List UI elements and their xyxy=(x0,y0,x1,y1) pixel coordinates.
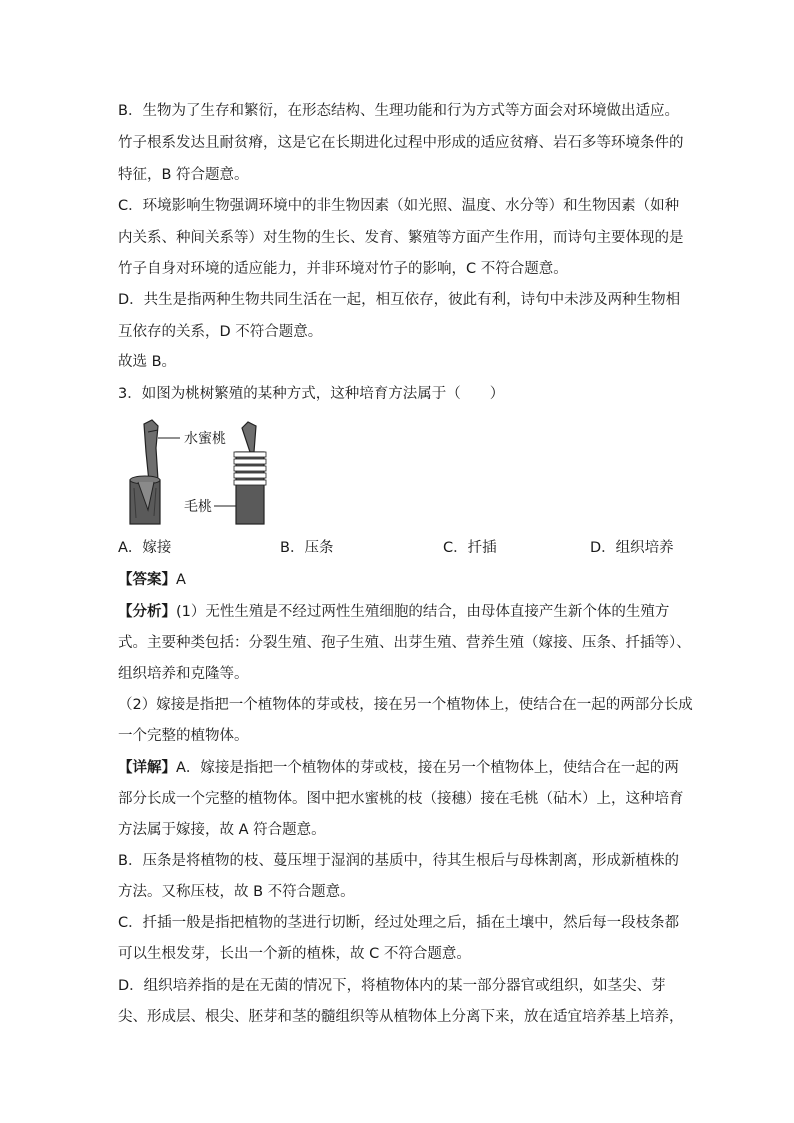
analysis-text: (1）无性生殖是不经过两性生殖细胞的结合，由母体直接产生新个体的生殖方 xyxy=(176,604,670,620)
text-line xyxy=(118,758,679,778)
text-line: B．压条是将植物的枝、蔓压埋于湿润的基质中，待其生根后与母株割离，形成新植株的 xyxy=(118,853,679,869)
text-line: 竹子自身对环境的适应能力，并非环境对竹子的影响，C 不符合题意。 xyxy=(118,261,568,277)
label-rootstock: 毛桃 xyxy=(184,499,212,515)
option-a: A．嫁接 xyxy=(118,540,172,556)
text-line: B．生物为了生存和繁衍，在形态结构、生理功能和行为方式等方面会对环境做出适应。 xyxy=(118,103,679,119)
text-line: 组织培养和克隆等。 xyxy=(118,666,249,682)
grafting-figure xyxy=(118,418,298,530)
answer-tag: 【答案】 xyxy=(118,572,176,588)
detail-text: A．嫁接是指把一个植物体的芽或枝，接在另一个植物体上，使结合在一起的两 xyxy=(176,760,679,776)
text-line: 一个完整的植物体。 xyxy=(118,728,249,744)
text-line: 可以生根发芽，长出一个新的植株，故 C 不符合题意。 xyxy=(118,946,471,962)
detail-tag: 【详解】 xyxy=(118,760,176,776)
text-line xyxy=(118,602,669,622)
text-line: 方法。又称压枝，故 B 不符合题意。 xyxy=(118,884,355,900)
option-b: B．压条 xyxy=(280,540,334,556)
text-line: 部分长成一个完整的植物体。图中把水蜜桃的枝（接穗）接在毛桃（砧木）上，这种培育 xyxy=(118,791,684,807)
text-line: 特征，B 符合题意。 xyxy=(118,167,249,183)
cleft-graft-drawing xyxy=(130,420,160,524)
label-scion: 水蜜桃 xyxy=(184,431,226,447)
option-c: C．扦插 xyxy=(443,540,497,556)
analysis-tag: 【分析】 xyxy=(118,604,176,620)
text-line: 互依存的关系，D 不符合题意。 xyxy=(118,324,323,340)
text-line: 竹子根系发达且耐贫瘠，这是它在长期进化过程中形成的适应贫瘠、岩石多等环境条件的 xyxy=(118,135,684,151)
text-line: C．环境影响生物强调环境中的非生物因素（如光照、温度、水分等）和生物因素（如种 xyxy=(118,198,680,214)
text-line: 式。主要种类包括：分裂生殖、孢子生殖、出芽生殖、营养生殖（嫁接、压条、扦插等）、 xyxy=(118,635,691,651)
answer-value: A xyxy=(176,572,186,588)
text-line: 方法属于嫁接，故 A 符合题意。 xyxy=(118,822,326,838)
text-line: 尖、形成层、根尖、胚芽和茎的髓组织等从植物体上分离下来，放在适宜培养基上培养， xyxy=(118,1009,684,1025)
text-line: D．共生是指两种生物共同生活在一起，相互依存，彼此有利，诗句中未涉及两种生物相 xyxy=(118,292,681,308)
text-line: （2）嫁接是指把一个植物体的芽或枝，接在另一个植物体上，使结合在一起的两部分长成 xyxy=(118,697,693,713)
text-line: D．组织培养指的是在无菌的情况下，将植物体内的某一部分器官或组织，如茎尖、芽 xyxy=(118,978,666,994)
conclusion-line: 故选 B。 xyxy=(118,354,177,370)
text-line: C．扦插一般是指把植物的茎进行切断，经过处理之后，插在土壤中，然后每一段枝条都 xyxy=(118,915,680,931)
question-stem: 3．如图为桃树繁殖的某种方式，这种培育方法属于（ ） xyxy=(118,386,505,402)
bound-graft-drawing xyxy=(234,422,266,524)
answer-line xyxy=(118,570,186,590)
option-d: D．组织培养 xyxy=(590,540,674,556)
text-line: 内关系、种间关系等）对生物的生长、发育、繁殖等方面产生作用，而诗句主要体现的是 xyxy=(118,230,684,246)
